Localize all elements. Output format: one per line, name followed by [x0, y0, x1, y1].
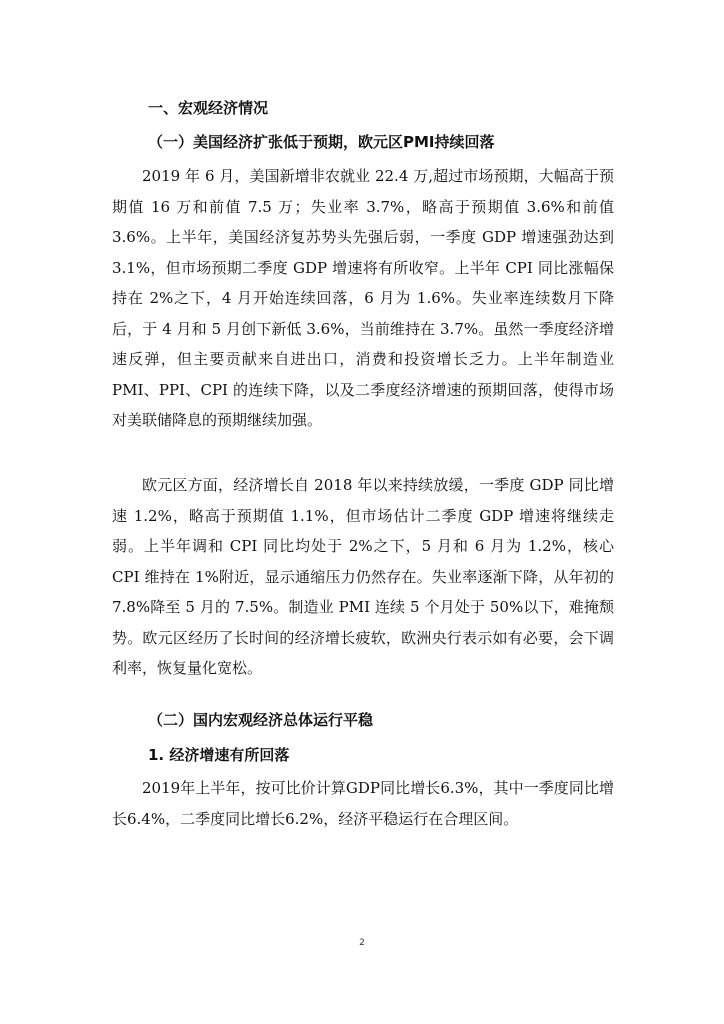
section-title-domestic: （二）国内宏观经济总体运行平稳	[148, 711, 374, 729]
subsection-title-growth: 1. 经济增速有所回落	[148, 746, 290, 764]
page-number: 2	[359, 938, 365, 948]
section-title-us-eu: （一）美国经济扩张低于预期，欧元区PMI持续回落	[148, 133, 495, 151]
paragraph-gdp-growth: 2019年上半年，按可比价计算GDP同比增长6.3%，其中一季度同比增长6.4%，二季度同比增长6.2%，经济平稳运行在合理区间。	[112, 779, 614, 828]
paragraph-us-economy: 2019 年 6 月，美国新增非农就业 22.4 万,超过市场预期，大幅高于预期值 16 万和前值 7.5 万；失业率 3.7%，略高于预期值 3.6%和前值 3.6%。上半年，美国经济复苏势头先强后弱，一季度 GDP 增速强劲达到 3.1%，但市场预期二季度 GDP 增速将有所收窄。上半年 CPI 同比涨幅保持在 2%之下，4 月开始连续回落，6 月为 1.6%。失业率连续数月下降后，于 4 月和 5 月创下新低 3.6%，当前维持在 3.7%。虽然一季度经济增速反弹，但主要贡献来自进出口，消费和投资增长乏力。上半年制造业 PMI、PPI、CPI 的连续下降，以及二季度经济增速的预期回落，使得市场对美联储降息的预期继续加强。	[112, 167, 614, 429]
heading-macro-economy: 一、宏观经济情况	[148, 99, 269, 117]
paragraph-eurozone-economy: 欧元区方面，经济增长自 2018 年以来持续放缓，一季度 GDP 同比增速 1.2%，略高于预期值 1.1%，但市场估计二季度 GDP 增速将继续走弱。上半年调和 CPI 同比均处于 2%之下，5 月和 6 月为 1.2%，核心 CPI 维持在 1%附近，显示通缩压力仍然存在。失业率逐渐下降，从年初的 7.8%降至 5 月的 7.5%。制造业 PMI 连续 5 个月处于 50%以下，难掩颓势。欧元区经历了长时间的经济增长疲软，欧洲央行表示如有必要，会下调利率，恢复量化宽松。	[112, 476, 614, 677]
